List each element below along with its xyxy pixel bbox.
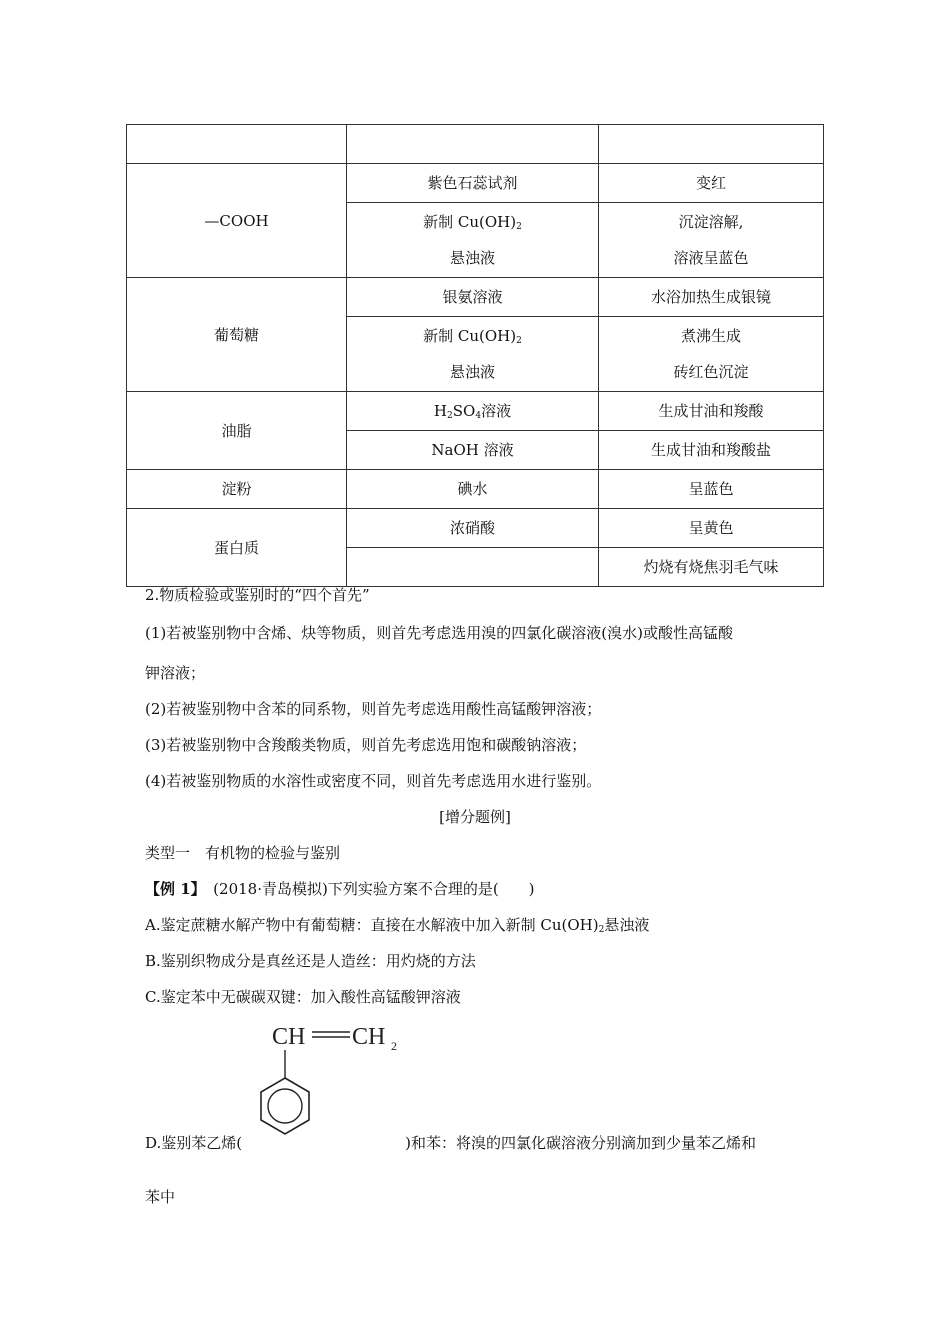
table-row	[127, 278, 824, 317]
reagent-text: 溶液	[481, 402, 512, 420]
group-cell-fat: 油脂	[127, 392, 347, 470]
group-cell-glucose: 葡萄糖	[127, 278, 347, 392]
rule-item-2: (2)若被鉴别物中含苯的同系物，则首先考虑选用酸性高锰酸钾溶液；	[145, 700, 602, 718]
reagent-cell	[347, 392, 599, 431]
option-c: C.鉴定苯中无碳碳双键：加入酸性高锰酸钾溶液	[145, 988, 461, 1006]
phenomenon-cell: 变红	[599, 164, 824, 203]
reagent-cell: 浓硝酸	[347, 509, 599, 548]
examples-heading: [增分题例]	[439, 808, 511, 826]
phenomenon-cell	[599, 317, 824, 392]
phenomenon-cell: 呈黄色	[599, 509, 824, 548]
phenomenon-text: 沉淀溶解,	[678, 213, 744, 231]
option-a-text: 悬浊液	[604, 916, 650, 934]
table-row	[127, 125, 824, 164]
group-cell-protein: 蛋白质	[127, 509, 347, 587]
reagent-text: 悬浊液	[449, 249, 495, 267]
reagent-text: 悬浊液	[449, 363, 495, 381]
phenomenon-cell	[599, 203, 824, 278]
rule-item-4: (4)若被鉴别物质的水溶性或密度不同，则首先考虑选用水进行鉴别。	[145, 772, 602, 790]
rule-item-1-cont: 钾溶液；	[145, 664, 206, 682]
table-cell	[599, 125, 824, 164]
phenomenon-cell: 生成甘油和羧酸	[599, 392, 824, 431]
table-row	[127, 164, 824, 203]
rule-item-1: (1)若被鉴别物中含烯、炔等物质，则首先考虑选用溴的四氯化碳溶液(溴水)或酸性高锰酸	[145, 624, 733, 642]
rule-item-3: (3)若被鉴别物中含羧酸类物质，则首先考虑选用饱和碳酸钠溶液；	[145, 736, 587, 754]
table-row	[127, 470, 824, 509]
option-b: B.鉴别织物成分是真丝还是人造丝：用灼烧的方法	[145, 952, 476, 970]
group-cell-starch: 淀粉	[127, 470, 347, 509]
subscript: 4	[475, 411, 482, 421]
group-cell-cooh: —COOH	[127, 164, 347, 278]
reagent-text: 新制 Cu(OH)	[423, 327, 517, 345]
phenomenon-cell: 水浴加热生成银镜	[599, 278, 824, 317]
option-a-text: A.鉴定蔗糖水解产物中有葡萄糖：直接在水解液中加入新制 Cu(OH)	[145, 916, 599, 934]
reagent-cell: 碘水	[347, 470, 599, 509]
phenomenon-text: 煮沸生成	[680, 327, 741, 345]
phenomenon-text: 溶液呈蓝色	[673, 249, 749, 267]
example-stem: (2018·青岛模拟)下列实验方案不合理的是( )	[198, 880, 535, 898]
reagent-text: H	[433, 402, 448, 420]
styrene-structure	[250, 1020, 420, 1145]
subscript: 2	[516, 222, 522, 232]
reagent-cell	[347, 548, 599, 587]
option-a	[145, 914, 649, 935]
reagent-table	[126, 124, 824, 587]
reagent-cell: 紫色石蕊试剂	[347, 164, 599, 203]
section-title: 2.物质检验或鉴别时的“四个首先”	[145, 586, 370, 604]
phenomenon-cell: 呈蓝色	[599, 470, 824, 509]
table-cell	[127, 125, 347, 164]
option-d	[145, 1132, 756, 1153]
type-heading: 类型一 有机物的检验与鉴别	[145, 844, 341, 862]
table-row	[127, 509, 824, 548]
phenomenon-cell: 灼烧有烧焦羽毛气味	[599, 548, 824, 587]
phenomenon-text: 砖红色沉淀	[673, 363, 749, 381]
reagent-text: 新制 Cu(OH)	[423, 213, 517, 231]
table-row	[127, 392, 824, 431]
ch2-label: CH	[352, 1024, 386, 1050]
example-label: 【例 1】	[145, 880, 199, 898]
subscript: 2	[447, 411, 453, 421]
reagent-cell	[347, 203, 599, 278]
ch-label: CH	[272, 1024, 306, 1050]
reagent-cell: 银氨溶液	[347, 278, 599, 317]
reagent-cell	[347, 317, 599, 392]
table-cell	[347, 125, 599, 164]
reagent-cell: NaOH 溶液	[347, 431, 599, 470]
reagent-text: SO	[452, 402, 476, 420]
phenomenon-cell: 生成甘油和羧酸盐	[599, 431, 824, 470]
ch2-subscript: 2	[391, 1039, 397, 1053]
option-d-cont: 苯中	[145, 1188, 176, 1206]
subscript: 2	[598, 925, 605, 935]
option-d-text: )和苯：将溴的四氯化碳溶液分别滴加到少量苯乙烯和	[405, 1134, 756, 1152]
example-question	[145, 878, 535, 899]
option-d-text: D.鉴别苯乙烯(	[145, 1134, 243, 1152]
subscript: 2	[516, 336, 522, 346]
aromatic-circle	[268, 1089, 302, 1123]
